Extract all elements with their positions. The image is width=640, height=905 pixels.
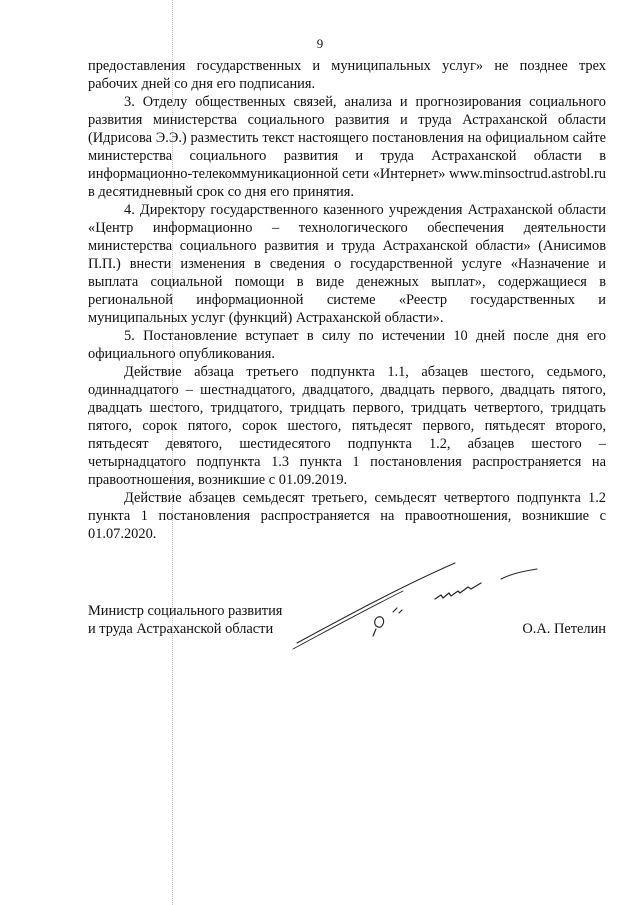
page-number: 9	[316, 36, 324, 51]
paragraph-effect-2019: Действие абзаца третьего подпункта 1.1, абзацев шестого, седьмого, одиннадцатого – шестнадцатого, двадцатого, двадцать первого, двадцать пятого, двадцать шестого, тридцатого, тридцать первого, тридцать четвертого, тридцать пятого, сорок пятого, сорок шестого, пятьдесят первого, пятьдесят второго, пятьдесят девятого, шестидесятого подпункта 1.2, абзацев шестого – четырнадцатого подпункта 1.3 пункта 1 постановления распространяется на правоотношения, возникшие с 01.09.2019.	[88, 364, 606, 488]
paragraph-item-4: 4. Директору государственного казенного учреждения Астраханской области «Центр информационно – технологического обеспечения деятельности министерства социального развития и труда Астраханской области» (Анисимов П.П.) внести изменения в сведения о государственной услуге «Назначение и выплата социальной помощи в виде денежных выплат», содержащиеся в региональной информационной системе «Реестр государственных и муниципальных услуг (функций) Астраханской области».	[88, 202, 606, 326]
paragraph-effect-2020: Действие абзацев семьдесят третьего, семьдесят четвертого подпункта 1.2 пункта 1 постановления распространяется на правоотношения, возникшие с 01.07.2020.	[88, 490, 606, 542]
signer-name: О.А. Петелин	[522, 621, 606, 637]
signature-block	[88, 602, 606, 662]
signer-title-line-2: и труда Астраханской области	[88, 621, 274, 637]
paragraph-continuation: предоставления государственных и муниципальных услуг» не позднее трех рабочих дней со дня его подписания.	[88, 58, 606, 92]
paragraph-item-5: 5. Постановление вступает в силу по истечении 10 дней после дня его официального опубликования.	[88, 328, 606, 362]
document-body	[88, 57, 606, 543]
paragraph-item-3: 3. Отделу общественных связей, анализа и прогнозирования социального развития министерства социального развития и труда Астраханской области (Идрисова Э.Э.) разместить текст настоящего постановления на официальном сайте министерства социального развития и труда Астраханской области в информационно-телекоммуникационной сети «Интернет» www.minsoctrud.astrobl.ru в десятидневный срок со дня его принятия.	[88, 94, 606, 200]
signer-title-line-1: Министр социального развития	[88, 603, 283, 619]
